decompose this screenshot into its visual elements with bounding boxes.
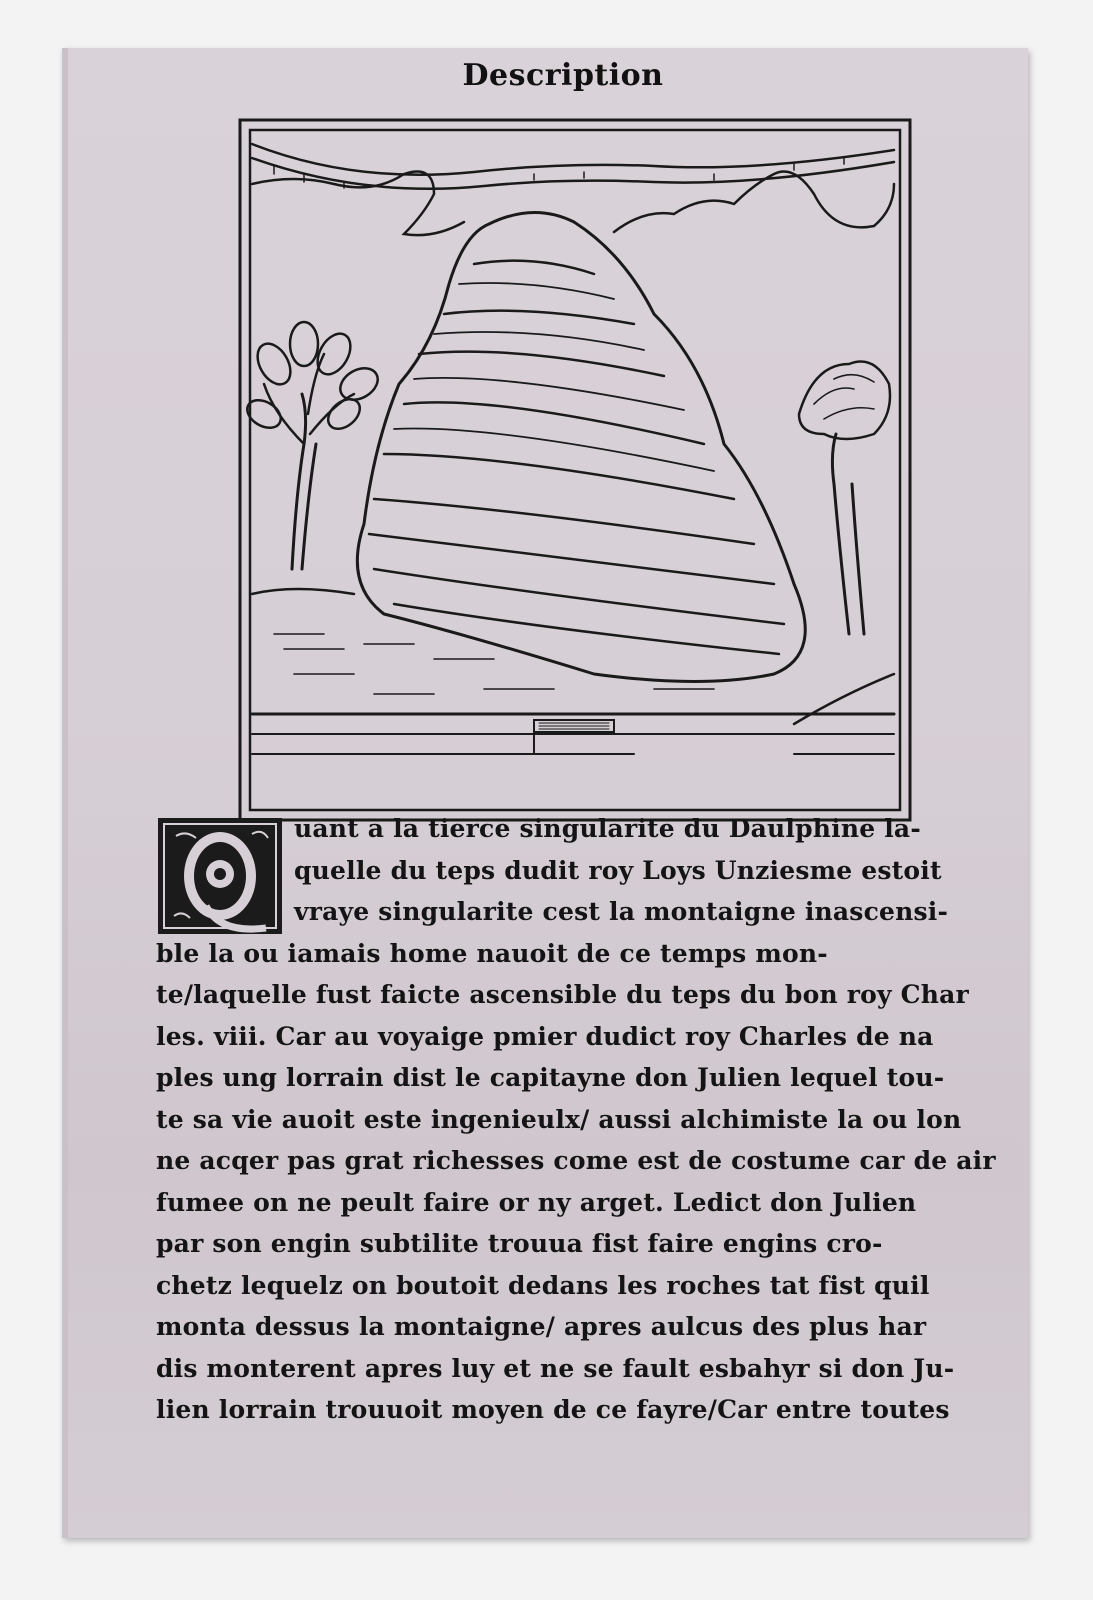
text-line: lien lorrain trouuoit moyen de ce fayre/Car entre toutes: [156, 1395, 950, 1424]
text-line: fumee on ne peult faire or ny arget. Ledict don Julien: [156, 1187, 917, 1217]
text-line: monta dessus la montaigne/ apres aulcus des plus har: [156, 1312, 927, 1341]
running-title: Description: [462, 58, 664, 93]
text-line: par son engin subtilite trouua fist faire engins cro-: [156, 1229, 883, 1258]
text-line: chetz lequelz on boutoit dedans les roches tat fist quil: [156, 1270, 930, 1300]
text-line: uant a la tierce singularite du Daulphine la-: [294, 814, 921, 843]
body-text: [156, 808, 1006, 1431]
text-line: ble la ou iamais home nauoit de ce temps mon-: [156, 938, 828, 968]
text-line: vraye singularite cest la montaigne inascensi-: [294, 897, 949, 926]
printed-page: [62, 48, 1028, 1538]
text-line: ples ung lorrain dist le capitayne don Julien lequel tou-: [156, 1063, 945, 1092]
text-line: ne acqer pas grat richesses come est de costume car de air: [156, 1146, 996, 1175]
text-line: te sa vie auoit este ingenieulx/ aussi alchimiste la ou lon: [156, 1104, 962, 1134]
text-line: quelle du teps dudit roy Loys Unziesme estoit: [294, 855, 942, 885]
text-line: dis monterent apres luy et ne se fault esbahyr si don Ju-: [156, 1353, 955, 1383]
mountain-woodcut-illustration: [234, 114, 916, 826]
text-line: les. viii. Car au voyaige pmier dudict roy Charles de na: [156, 1021, 934, 1051]
text-line: te/laquelle fust faicte ascensible du teps du bon roy Char: [156, 980, 969, 1009]
